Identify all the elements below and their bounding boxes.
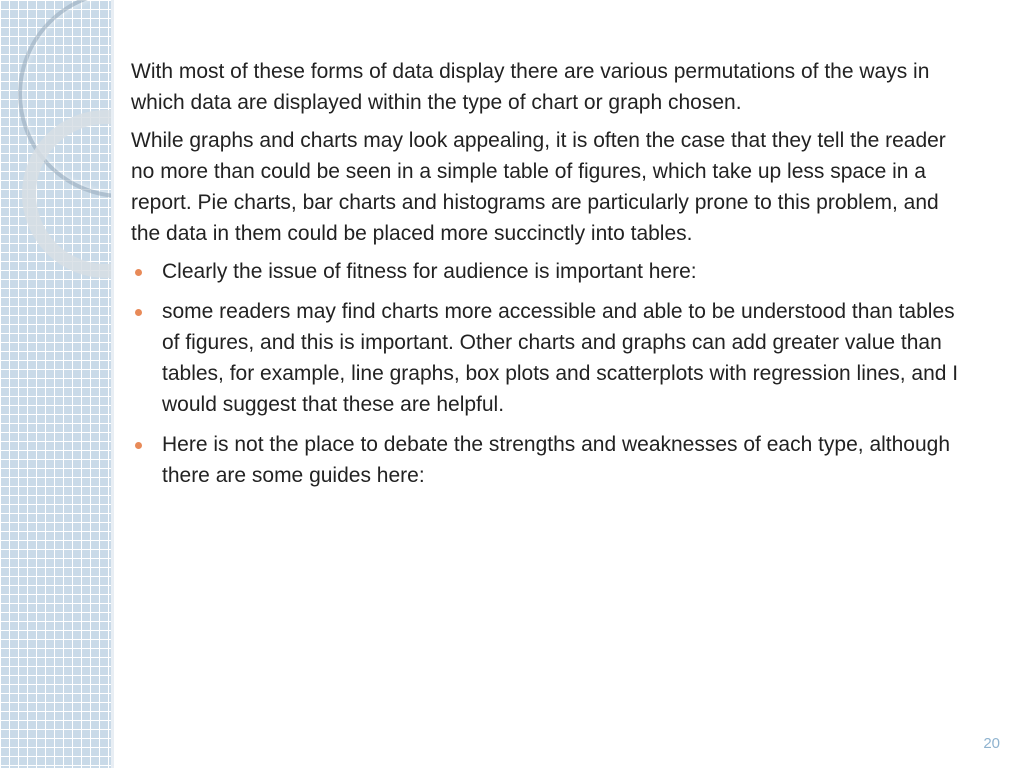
bullet-list <box>131 256 971 491</box>
bullet-text: Clearly the issue of fitness for audience is important here: <box>162 260 697 283</box>
bullet-item <box>131 256 971 287</box>
bullet-item <box>131 296 971 420</box>
bullet-dot-icon <box>135 442 142 449</box>
sidebar-edge <box>111 0 114 768</box>
paragraph: With most of these forms of data display there are various permutations of the ways in which data are displayed within the type of chart or graph chosen. <box>131 60 930 114</box>
paragraph: While graphs and charts may look appealing, it is often the case that they tell the reader no more than could be seen in a simple table of figures, which take up less space in a report. Pie charts, bar charts and histograms are particularly prone to this problem, and the data in them could be placed more succinctly into tables. <box>131 129 946 245</box>
slide-content <box>131 56 971 500</box>
bullet-dot-icon <box>135 269 142 276</box>
bullet-text: some readers may find charts more accessible and able to be understood than tables of figures, and this is important. Other charts and graphs can add greater value than tables, for example, line graphs, box plots and scatterplots with regression lines, and I would suggest that these are helpful. <box>162 300 959 416</box>
decorative-sidebar <box>0 0 114 768</box>
bullet-item <box>131 429 971 491</box>
bullet-text: Here is not the place to debate the strengths and weaknesses of each type, although there are some guides here: <box>162 433 951 487</box>
bullet-dot-icon <box>135 309 142 316</box>
page-number: 20 <box>983 735 1000 752</box>
